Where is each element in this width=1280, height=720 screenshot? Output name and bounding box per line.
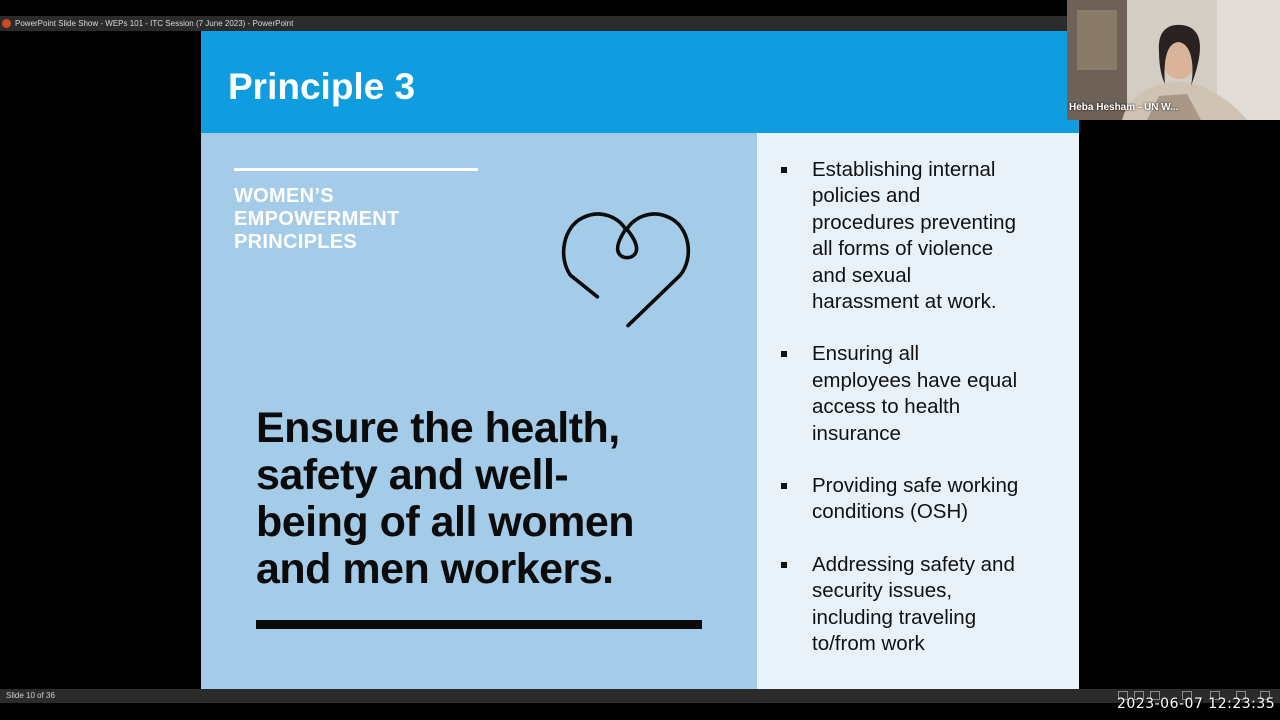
recording-timestamp: 2023-06-07 12:23:35 bbox=[1117, 696, 1276, 712]
bullet-text: security issues, bbox=[812, 579, 953, 603]
bullet-list bbox=[779, 157, 1069, 684]
logo-line: EMPOWERMENT bbox=[234, 208, 400, 230]
headline-line: safety and well- bbox=[256, 451, 569, 499]
window-titlebar bbox=[0, 16, 1068, 31]
bullet-marker-icon bbox=[781, 167, 787, 173]
status-bar bbox=[0, 689, 1280, 703]
logo-line: PRINCIPLES bbox=[234, 231, 358, 253]
slide-left-panel bbox=[201, 133, 757, 689]
logo-line: WOMEN’S bbox=[234, 185, 334, 207]
bullet-marker-icon bbox=[781, 562, 787, 568]
bullet-text: access to health bbox=[812, 395, 961, 419]
slide-right-panel bbox=[757, 133, 1079, 689]
logo-divider bbox=[234, 168, 478, 171]
bullet-text: Establishing internal bbox=[812, 158, 996, 181]
headline-underline bbox=[256, 620, 702, 629]
headline-line: and men workers. bbox=[256, 545, 614, 593]
bullet-marker-icon bbox=[781, 351, 787, 357]
bullet-text: Providing safe working bbox=[812, 474, 1019, 498]
bullet-text: policies and bbox=[812, 184, 921, 208]
bullet-marker-icon bbox=[781, 483, 787, 489]
weps-logo bbox=[234, 185, 400, 254]
bullet-item bbox=[779, 473, 1069, 526]
bullet-text: all forms of violence bbox=[812, 237, 994, 261]
slide-title: Principle 3 bbox=[228, 66, 416, 107]
bullet-text: to/from work bbox=[812, 632, 925, 656]
bullet-text: Addressing safety and bbox=[812, 552, 1015, 576]
bullet-text: conditions (OSH) bbox=[812, 500, 969, 524]
headline-line: Ensure the health, bbox=[256, 404, 620, 452]
slide-counter: Slide 10 of 36 bbox=[6, 691, 55, 700]
bullet-text: procedures preventing bbox=[812, 210, 1016, 234]
principle-headline bbox=[256, 405, 736, 593]
bullet-item bbox=[779, 341, 1069, 447]
participant-video-tile[interactable] bbox=[1067, 0, 1280, 120]
participant-name: Heba Hesham - UN W... bbox=[1069, 102, 1179, 113]
slide-header bbox=[201, 31, 1079, 133]
bullet-text: employees have equal bbox=[812, 368, 1018, 392]
bullet-text: harassment at work. bbox=[812, 290, 997, 314]
heart-icon bbox=[556, 205, 696, 330]
bullet-item bbox=[779, 552, 1069, 658]
powerpoint-icon bbox=[2, 19, 11, 28]
bullet-item bbox=[779, 157, 1069, 315]
headline-line: being of all women bbox=[256, 498, 635, 546]
bullet-text: including traveling bbox=[812, 605, 977, 629]
window-title: PowerPoint Slide Show - WEPs 101 - ITC Session (7 June 2023) - PowerPoint bbox=[15, 19, 294, 28]
slide[interactable] bbox=[201, 31, 1079, 689]
bullet-text: insurance bbox=[812, 421, 901, 445]
bullet-text: Ensuring all bbox=[812, 342, 920, 366]
bullet-text: and sexual bbox=[812, 263, 912, 287]
